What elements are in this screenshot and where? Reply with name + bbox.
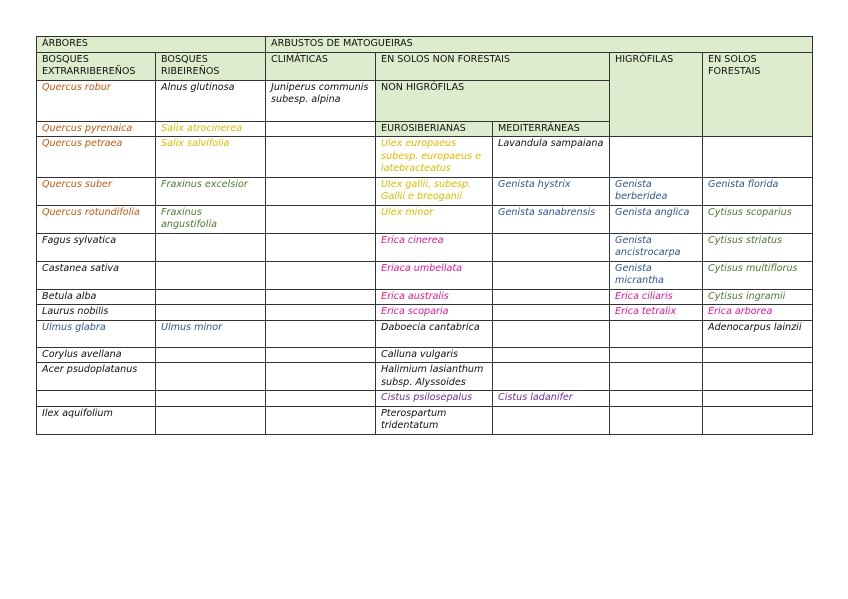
header-mediterraneas: MEDITERRÁNEAS bbox=[493, 121, 610, 137]
cell-empty bbox=[156, 363, 266, 391]
cell-empty bbox=[156, 347, 266, 363]
cell-empty bbox=[610, 391, 703, 407]
cell-empty bbox=[266, 177, 376, 205]
cell-empty bbox=[266, 233, 376, 261]
cell-empty bbox=[266, 261, 376, 289]
cell-empty bbox=[610, 406, 703, 434]
cell-ulex-minor: Ulex minor bbox=[376, 205, 493, 233]
cell-cytisus-striatus: Cytisus striatus bbox=[703, 233, 813, 261]
cell-betula-alba: Betula alba bbox=[37, 289, 156, 305]
cell-alnus-glutinosa: Alnus glutinosa bbox=[156, 80, 266, 121]
cell-adenocarpus-lainzii: Adenocarpus lainzii bbox=[703, 320, 813, 347]
cell-empty bbox=[156, 261, 266, 289]
cell-empty bbox=[493, 233, 610, 261]
cell-empty bbox=[266, 137, 376, 178]
cell-fagus-sylvatica: Fagus sylvatica bbox=[37, 233, 156, 261]
cell-empty bbox=[266, 305, 376, 321]
cell-empty bbox=[703, 347, 813, 363]
cell-empty bbox=[493, 347, 610, 363]
cell-ulex-gallii: Ulex gallii, subesp. Gallii e breoganii bbox=[376, 177, 493, 205]
header-non-forestais: EN SOLOS NON FORESTAIS bbox=[376, 52, 610, 80]
cell-erica-ciliaris: Erica ciliaris bbox=[610, 289, 703, 305]
cell-empty bbox=[266, 406, 376, 434]
cell-halimium-lasianthum: Halimium lasianthum subsp. Alyssoides bbox=[376, 363, 493, 391]
cell-empty bbox=[493, 261, 610, 289]
cell-juniperus: Juniperus communis subesp. alpina bbox=[266, 80, 376, 121]
cell-quercus-pyrenaica: Quercus pyrenaica bbox=[37, 121, 156, 137]
header-climaticas: CLIMÁTICAS bbox=[266, 52, 376, 80]
header-forestais: EN SOLOS FORESTAIS bbox=[703, 52, 813, 137]
cell-quercus-petraea: Quercus petraea bbox=[37, 137, 156, 178]
cell-genista-anglica: Genista anglica bbox=[610, 205, 703, 233]
cell-laurus-nobilis: Laurus nobilis bbox=[37, 305, 156, 321]
cell-empty bbox=[266, 320, 376, 347]
cell-salix-atrocinerea: Salix atrocinerea bbox=[156, 121, 266, 137]
header-arbores: ÁRBORES bbox=[37, 37, 266, 53]
cell-empty bbox=[266, 363, 376, 391]
cell-corylus-avellana: Corylus avellana bbox=[37, 347, 156, 363]
cell-erica-tetralix: Erica tetralix bbox=[610, 305, 703, 321]
header-bosques-extrarribereños: BOSQUES EXTRARRIBEREÑOS bbox=[37, 52, 156, 80]
cell-acer-psudoplatanus: Acer psudoplatanus bbox=[37, 363, 156, 391]
header-arbustos: ARBUSTOS DE MATOGUEIRAS bbox=[266, 37, 813, 53]
cell-empty bbox=[156, 233, 266, 261]
cell-empty bbox=[610, 347, 703, 363]
cell-genista-sanabrensis: Genista sanabrensis bbox=[493, 205, 610, 233]
cell-empty bbox=[703, 406, 813, 434]
cell-lavandula-sampaiana: Lavandula sampaiana bbox=[493, 137, 610, 178]
cell-empty bbox=[266, 205, 376, 233]
cell-empty bbox=[703, 137, 813, 178]
header-non-higrofilas: NON HIGRÓFILAS bbox=[376, 80, 610, 121]
cell-fraxinus-excelsior: Fraxinus excelsior bbox=[156, 177, 266, 205]
cell-cistus-ladanifer: Cistus ladanifer bbox=[493, 391, 610, 407]
species-table bbox=[36, 36, 813, 435]
cell-genista-ancistrocarpa: Genista ancistrocarpa bbox=[610, 233, 703, 261]
cell-empty bbox=[493, 320, 610, 347]
cell-ulmus-glabra: Ulmus glabra bbox=[37, 320, 156, 347]
cell-empty bbox=[493, 305, 610, 321]
cell-erica-scoparia: Erica scoparia bbox=[376, 305, 493, 321]
cell-pterospartum-tridentatum: Pterospartum tridentatum bbox=[376, 406, 493, 434]
cell-castanea-sativa: Castanea sativa bbox=[37, 261, 156, 289]
cell-empty bbox=[156, 289, 266, 305]
cell-fraxinus-angustifolia: Fraxinus angustifolia bbox=[156, 205, 266, 233]
cell-salix-salvifolia: Salix salvifolia bbox=[156, 137, 266, 178]
cell-empty bbox=[703, 391, 813, 407]
cell-empty bbox=[493, 363, 610, 391]
cell-empty bbox=[156, 391, 266, 407]
header-bosques-ribeireños: BOSQUES RIBEIREÑOS bbox=[156, 52, 266, 80]
cell-empty bbox=[266, 347, 376, 363]
cell-erica-cinerea: Erica cinerea bbox=[376, 233, 493, 261]
cell-empty bbox=[493, 289, 610, 305]
cell-erica-australis: Erica australis bbox=[376, 289, 493, 305]
cell-empty bbox=[156, 406, 266, 434]
cell-genista-micrantha: Genista micrantha bbox=[610, 261, 703, 289]
cell-eriaca-umbellata: Eriaca umbellata bbox=[376, 261, 493, 289]
cell-cistus-psilosepalus: Cistus psilosepalus bbox=[376, 391, 493, 407]
cell-empty bbox=[156, 305, 266, 321]
cell-cytisus-ingramii: Cytisus ingramii bbox=[703, 289, 813, 305]
cell-erica-arborea: Erica arborea bbox=[703, 305, 813, 321]
cell-quercus-robur: Quercus robur bbox=[37, 80, 156, 121]
cell-empty bbox=[703, 363, 813, 391]
cell-empty bbox=[610, 320, 703, 347]
cell-empty bbox=[266, 391, 376, 407]
cell-genista-berberidea: Genista berberidea bbox=[610, 177, 703, 205]
cell-empty bbox=[610, 363, 703, 391]
cell-genista-florida: Genista florida bbox=[703, 177, 813, 205]
cell-empty bbox=[610, 137, 703, 178]
cell-empty bbox=[493, 406, 610, 434]
cell-cytisus-multiflorus: Cytisus multiflorus bbox=[703, 261, 813, 289]
cell-empty bbox=[37, 391, 156, 407]
header-eurosiberianas: EUROSIBERIANAS bbox=[376, 121, 493, 137]
cell-empty bbox=[266, 289, 376, 305]
cell-calluna-vulgaris: Calluna vulgaris bbox=[376, 347, 493, 363]
header-higrofilas: HIGRÓFILAS bbox=[610, 52, 703, 137]
cell-ilex-aquifolium: Ilex aquifolium bbox=[37, 406, 156, 434]
cell-daboecia-cantabrica: Daboecia cantabrica bbox=[376, 320, 493, 347]
cell-ulex-europaeus: Ulex europaeus subesp. europaeus e latebracteatus bbox=[376, 137, 493, 178]
cell-genista-hystrix: Genista hystrix bbox=[493, 177, 610, 205]
cell-empty bbox=[266, 121, 376, 137]
cell-quercus-rotundifolia: Quercus rotundifolia bbox=[37, 205, 156, 233]
cell-quercus-suber: Quercus suber bbox=[37, 177, 156, 205]
cell-ulmus-minor: Ulmus minor bbox=[156, 320, 266, 347]
cell-cytisus-scoparius: Cytisus scoparius bbox=[703, 205, 813, 233]
